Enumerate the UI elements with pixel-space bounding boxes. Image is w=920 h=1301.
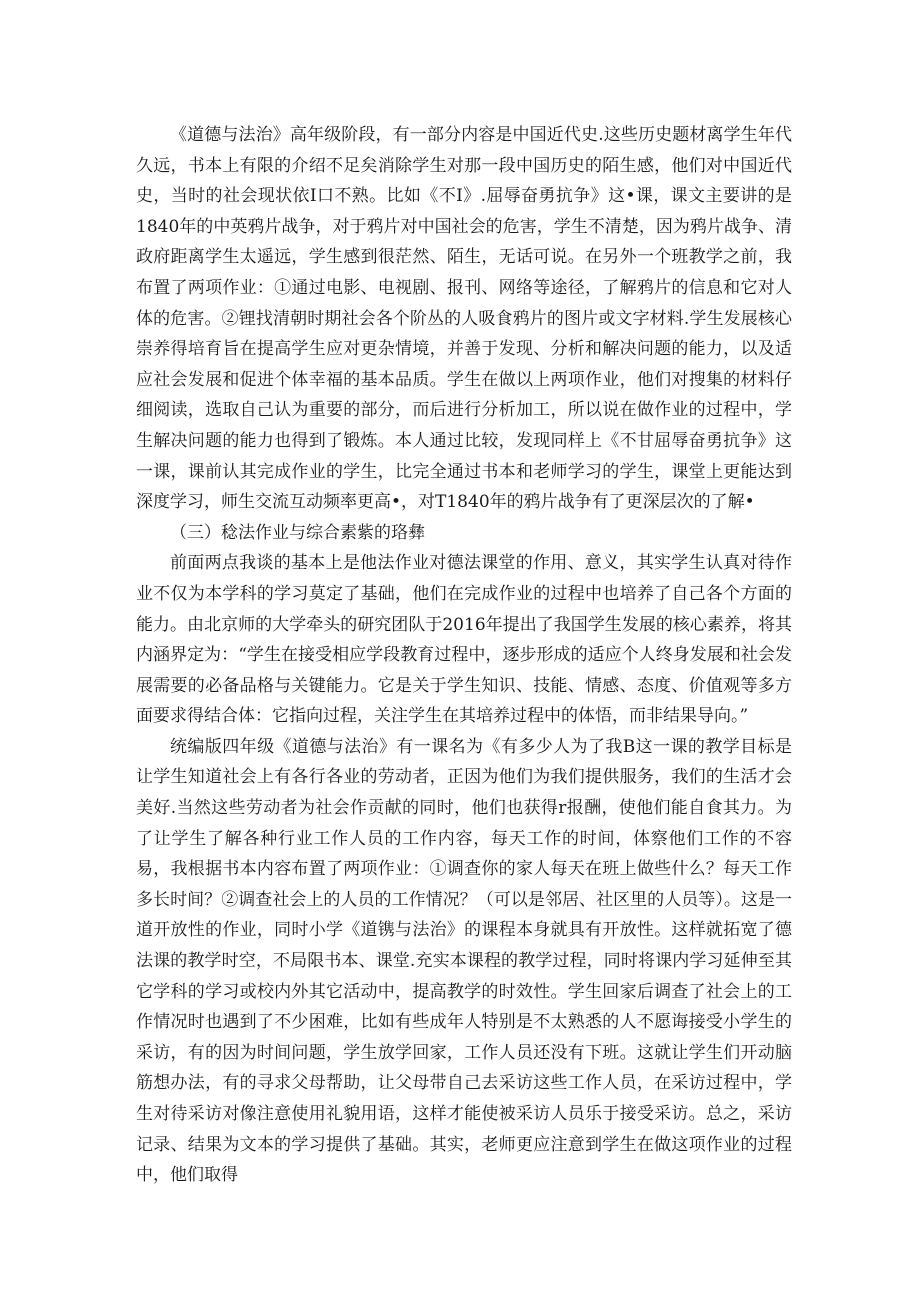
paragraph-opium-war-homework: 《道德与法治》高年级阶段，有一部分内容是中国近代史.这些历史题材离学生年代久远，书本上有限的介绍不足矣消除学生对那一段中国历史的陌生感，他们对中国近代史，当时的社会现状依I口不熟。比如《不I》.屈辱奋勇抗争》这•课，课文主要讲的是1840年的中英鸦片战争，对于鸦片对中国社会的危害，学生不清楚，因为鸦片战争、清政府距离学生太遥远，学生感到很茫然、陌生，无话可说。在另外一个班教学之前，我布置了两项作业：①通过电影、电视剧、报刊、网络等途径，了解鸦片的信息和它对人体的危害。②锂找清朝时期社会各个阶丛的人吸食鸦片的图片或文字材料.学生发展核心崇养得培育旨在提高学生应对更杂情境，并善于发现、分析和解决问题的能力，以及适应社会发展和促进个体幸福的基本品质。学生在做以上两项作业，他们对搜集的材料仔细阅读，选取自己认为重要的部分，而后进行分析加工，所以说在做作业的过程中，学生解决问题的能力也得到了锻炼。本人通过比较，发现同样上《不甘屈辱奋勇抗争》这一课，课前认其完成作业的学生，比完全通过书本和老师学习的学生，课堂上更能达到深度学习，师生交流互动频率更高•，对T1840年的鸦片战争有了更深层次的了解•	[136, 125, 792, 513]
document-body	[136, 120, 792, 1191]
paragraph-who-works-for-me: 统编版四年级《道德与法治》有一课名为《有多少人为了我B这一课的教学目标是让学生知道社会上有各行各业的劳动者，正因为他们为我们提供服务，我们的生活才会美好.当然这些劳动者为社会作贡献的同时，他们也获得r报酬，使他们能自食其力。为了让学生了解各种行业工作人员的工作内容，每天工作的时间，体察他们工作的不容易，我根据书本内容布置了两项作业：①调查你的家人每天在班上做些什么？每天工作多长时间？②调查社会上的人员的工作情况？（可以是邻居、社区里的人员等）。这是一道开放性的作业，同时小学《道镌与法治》的课程本身就具有开放性。这样就拓宽了德法课的教学时空，不局限书本、课堂.充实本课程的教学过程，同时将课内学习延伸至其它学科的学习或校内外其它活动中，提高教学的时效性。学生回家后调查了社会上的工作情况时也遇到了不少困难，比如有些成年人特别是不太熟悉的人不愿诲接受小学生的采访，有的因为时间问题，学生放学回家，工作人员还没有下班。这就让学生们开动脑筋想办法，有的寻求父母帮助，让父母带自己去采访这些工作人员，在采访过程中，学生对待采访对像注意使用礼貌用语，这样才能使被采访人员乐于接受采访。总之，采访记录、结果为文本的学习提供了基础。其实，老师更应注意到学生在做这项作业的过程中，他们取得	[136, 736, 792, 1186]
section-heading: （三）稔法作业与综合素紫的珞彝	[170, 522, 425, 543]
paragraph-core-competencies: 前面两点我谈的基本上是他法作业对德法课堂的作用、意义，其实学生认真对待作业不仅为本学科的学习莫定了基础，他们在完成作业的过程中也培养了自己各个方面的能力。由北京师的大学牵头的研究团队于2016年提出了我国学生发展的核心素养，将其内涵界定为：“学生在接受相应学段教育过程中，逐步形成的适应个人终身发展和社会发展需要的必备品格与关键能力。它是关于学生知识、技能、情感、态度、价值观等多方面要求得结合体：它指向过程，关注学生在其培养过程中的体悟，而非结果导向。”	[136, 553, 792, 727]
